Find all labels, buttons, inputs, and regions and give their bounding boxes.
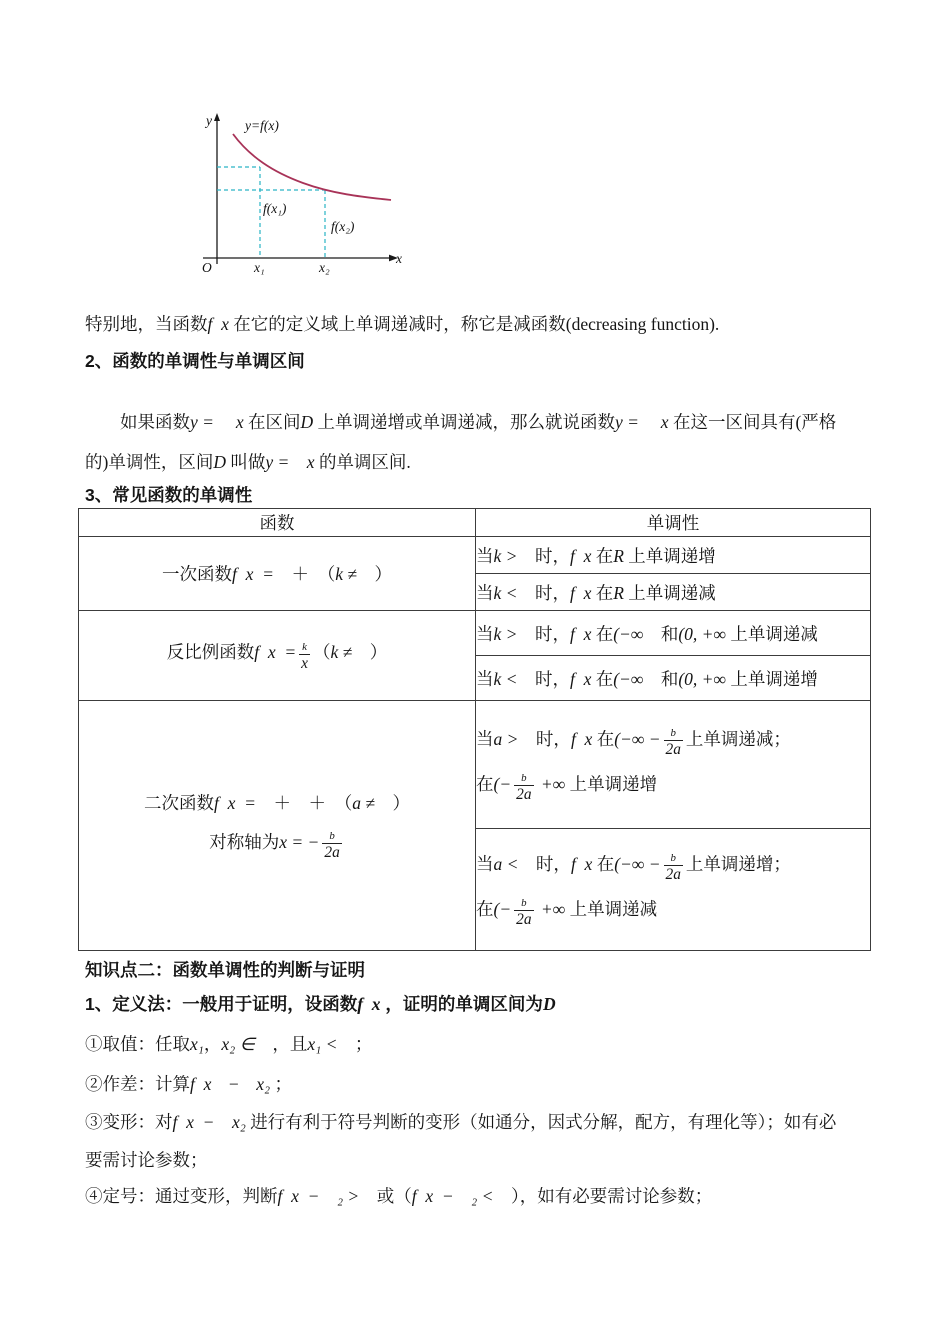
- math-fragment: k <: [493, 582, 518, 603]
- fraction: $\frac{b}{2a}$: [324, 830, 340, 862]
- math-fragment: y = x: [190, 412, 244, 432]
- text-run: ）: [374, 792, 410, 813]
- math-fragment: f x: [357, 994, 381, 1014]
- linear-increasing-cell: [476, 537, 871, 574]
- math-fragment: k >: [493, 545, 518, 566]
- math-fragment: +∞: [536, 773, 566, 794]
- text-run: 上单调递增或单调递减，那么就说函数: [313, 412, 615, 432]
- text-run: 当: [476, 545, 494, 566]
- text-run: 上单调递减；: [685, 728, 791, 749]
- quadratic-a-positive-line2: [476, 771, 870, 804]
- math-fragment: (0, +∞: [678, 623, 726, 644]
- math-fragment: f x: [570, 728, 593, 749]
- monotone-interval-paragraph-line1: [85, 409, 836, 436]
- math-fragment: k ≠: [335, 564, 357, 584]
- math-fragment: k ≠: [330, 642, 353, 663]
- reciprocal-increasing-cell: [476, 656, 871, 701]
- fx1-label: f(x₁): [263, 201, 287, 216]
- step-2-difference: [85, 1071, 292, 1098]
- math-fragment: (−∞ −: [614, 853, 661, 874]
- x2-tick-label: x₂: [319, 260, 330, 275]
- reciprocal-decreasing-cell: [476, 611, 871, 656]
- monotone-interval-paragraph-line2: [85, 449, 411, 476]
- math-fragment: ₂ >: [319, 1186, 360, 1206]
- math-fragment: f x: [569, 582, 592, 603]
- fraction: $\frac{k}{x}$: [301, 640, 309, 672]
- text-run: 在: [591, 668, 614, 689]
- text-run: 时，: [517, 582, 570, 603]
- text-run: 如果函数: [120, 412, 190, 432]
- math-fragment: y = x: [265, 452, 315, 472]
- text-run: 当: [476, 668, 494, 689]
- math-fragment: D: [213, 452, 226, 472]
- fx2-label: f(x₂): [331, 219, 355, 234]
- quadratic-function-cell: [79, 701, 476, 951]
- math-fragment: R: [613, 545, 624, 566]
- text-run: ；: [270, 1074, 292, 1094]
- text-run: 对称轴为: [209, 831, 280, 852]
- reciprocal-function-cell: [79, 611, 476, 701]
- text-run: ，: [203, 1034, 222, 1054]
- quadratic-axis-of-symmetry: [79, 829, 475, 862]
- section-3-heading: 3、常见函数的单调性: [85, 485, 253, 505]
- text-run: 在: [591, 623, 614, 644]
- fraction: $\frac{b}{2a}$: [665, 852, 681, 884]
- math-fragment: D: [542, 994, 556, 1014]
- text-run: 要需讨论参数；: [85, 1150, 208, 1170]
- function-graph-figure: [195, 110, 409, 286]
- text-run: ，证明的单调区间为: [380, 994, 543, 1014]
- math-fragment: x₂ ∈: [221, 1034, 255, 1054]
- text-run: 时，: [518, 853, 571, 874]
- monotonicity-table: [78, 508, 871, 951]
- text-run: ）: [352, 642, 388, 663]
- text-run: 在: [592, 853, 615, 874]
- text-run: ③变形：对: [85, 1112, 173, 1132]
- math-fragment: (−∞ −: [614, 728, 661, 749]
- table-header-monotonicity: 单调性: [476, 509, 871, 537]
- definition-method-heading: [85, 991, 556, 1018]
- quadratic-a-positive-line1: [476, 726, 870, 759]
- quadratic-a-negative-line2: [476, 896, 870, 929]
- text-run: 进行有利于符号判断的变形（如通分，因式分解，配方，有理化等）；如有必: [245, 1112, 837, 1132]
- text-run: 当: [476, 623, 494, 644]
- reciprocal-decreasing-text: [476, 621, 870, 646]
- text-run: 在: [592, 728, 615, 749]
- text-run: ①取值：任取: [85, 1034, 190, 1054]
- text-run: 时，: [517, 545, 570, 566]
- table-header-row: [79, 509, 871, 537]
- text-run: 上单调递增: [623, 545, 716, 566]
- step-1-take-values: [85, 1031, 372, 1058]
- math-fragment: x₁ <: [307, 1034, 338, 1054]
- fraction: $\frac{b}{2a}$: [665, 727, 681, 759]
- quadratic-a-positive-cell: [476, 701, 871, 829]
- text-run: 上单调递增；: [685, 853, 791, 874]
- math-fragment: x₂: [256, 1074, 271, 1094]
- x-axis-label: x: [396, 251, 402, 266]
- quadratic-a-negative-line1: [476, 851, 870, 884]
- text-run: （: [313, 642, 331, 663]
- knowledge-point-2-heading: 知识点二：函数单调性的判断与证明: [85, 960, 365, 980]
- y-axis-arrow-icon: [214, 113, 220, 121]
- text-run: 当: [476, 853, 494, 874]
- origin-label: O: [202, 260, 212, 275]
- text-run: 上单调递减: [725, 623, 818, 644]
- text-run: 当: [476, 582, 494, 603]
- text-run: ）: [356, 564, 392, 584]
- text-run: ，且: [254, 1034, 308, 1054]
- math-fragment: x₂: [214, 1112, 246, 1132]
- math-fragment: x₁: [190, 1034, 204, 1054]
- math-fragment: f x −: [277, 1186, 320, 1206]
- text-run: 当: [476, 728, 494, 749]
- text-run: 上单调递减: [623, 582, 716, 603]
- text-run: ②作差：计算: [85, 1074, 190, 1094]
- linear-increasing-text: [476, 543, 870, 568]
- quadratic-a-negative-cell: [476, 829, 871, 951]
- text-run: 上单调递增: [565, 773, 658, 794]
- math-fragment: f x: [569, 623, 592, 644]
- text-run: ＋ （: [273, 564, 336, 584]
- math-fragment: (0, +∞: [678, 668, 726, 689]
- text-run: 时，: [517, 623, 570, 644]
- math-fragment: a <: [493, 853, 519, 874]
- step-3-transform-line2: [85, 1147, 208, 1174]
- text-run: 在: [591, 582, 614, 603]
- text-run: 特别地，当函数: [85, 314, 208, 334]
- math-fragment: D: [300, 412, 314, 432]
- math-fragment: x = −: [279, 831, 320, 852]
- step-4-sign: [85, 1183, 712, 1210]
- linear-decreasing-text: [476, 580, 870, 605]
- math-fragment: a >: [493, 728, 519, 749]
- text-run: ④定号：通过变形，判断: [85, 1186, 278, 1206]
- math-fragment: (−: [493, 773, 512, 794]
- text-run: 一次函数: [162, 564, 233, 584]
- x1-tick-label: x₁: [254, 260, 265, 275]
- quadratic-function-formula: [79, 790, 475, 815]
- fraction: $\frac{b}{2a}$: [516, 897, 532, 929]
- text-run: 在区间: [243, 412, 301, 432]
- step-3-transform-line1: [85, 1109, 836, 1136]
- math-fragment: R: [613, 582, 624, 603]
- math-fragment: f x: [570, 853, 593, 874]
- math-fragment: f x: [207, 314, 229, 334]
- text-run: 时，: [518, 728, 571, 749]
- intro-sentence: [85, 311, 719, 338]
- text-run: 在: [591, 545, 614, 566]
- text-run: ；: [337, 1034, 373, 1054]
- text-run: 在: [476, 898, 494, 919]
- text-run: 和: [643, 668, 679, 689]
- reciprocal-increasing-text: [476, 666, 870, 691]
- table-row: [79, 611, 871, 656]
- text-run: 上单调递减: [565, 898, 658, 919]
- math-fragment: k <: [493, 668, 518, 689]
- math-fragment: f x −: [172, 1112, 215, 1132]
- graph-svg: [195, 110, 409, 286]
- math-fragment: f x −: [411, 1186, 454, 1206]
- text-run: 1、定义法：一般用于证明，设函数: [85, 994, 358, 1014]
- reciprocal-function-formula: [79, 639, 475, 672]
- curve-label: y=f(x): [245, 118, 279, 133]
- math-fragment: (−: [493, 898, 512, 919]
- y-axis-label: y: [206, 113, 212, 128]
- text-run: 和: [643, 623, 679, 644]
- section-2-heading: 2、函数的单调性与单调区间: [85, 351, 305, 371]
- math-fragment: f x =: [214, 792, 256, 813]
- text-run: 在它的定义域上单调递减时，称它是减函数(decreasing function).: [228, 314, 720, 334]
- math-fragment: f x =: [232, 564, 274, 584]
- math-fragment: f x: [569, 545, 592, 566]
- text-run: 叫做: [225, 452, 266, 472]
- text-run: −: [211, 1074, 257, 1094]
- math-fragment: (−∞: [613, 668, 644, 689]
- table-row: [79, 701, 871, 829]
- text-run: 时，: [517, 668, 570, 689]
- text-run: 或（: [359, 1186, 412, 1206]
- math-fragment: ₂ <: [453, 1186, 494, 1206]
- math-fragment: a ≠: [352, 792, 375, 813]
- math-fragment: +∞: [536, 898, 566, 919]
- math-fragment: (−∞: [613, 623, 644, 644]
- text-run: 上单调递增: [725, 668, 818, 689]
- text-run: 反比例函数: [166, 642, 255, 663]
- table-row: [79, 537, 871, 574]
- text-run: 的)单调性，区间: [85, 452, 214, 472]
- text-run: ＋ ＋ （: [255, 792, 353, 813]
- text-run: 在: [476, 773, 494, 794]
- text-run: 的单调区间.: [314, 452, 411, 472]
- math-fragment: f x: [190, 1074, 212, 1094]
- math-fragment: f x: [569, 668, 592, 689]
- text-run: 在这一区间具有(严格: [668, 412, 837, 432]
- linear-function-formula: [79, 561, 475, 586]
- math-fragment: y = x: [614, 412, 669, 432]
- math-fragment: k >: [493, 623, 518, 644]
- math-fragment: f x =: [254, 642, 297, 663]
- table-header-function: 函数: [79, 509, 476, 537]
- text-run: ），如有必要需讨论参数；: [493, 1186, 713, 1206]
- linear-decreasing-cell: [476, 574, 871, 611]
- fraction: $\frac{b}{2a}$: [516, 772, 532, 804]
- linear-function-cell: [79, 537, 476, 611]
- text-run: 二次函数: [144, 792, 215, 813]
